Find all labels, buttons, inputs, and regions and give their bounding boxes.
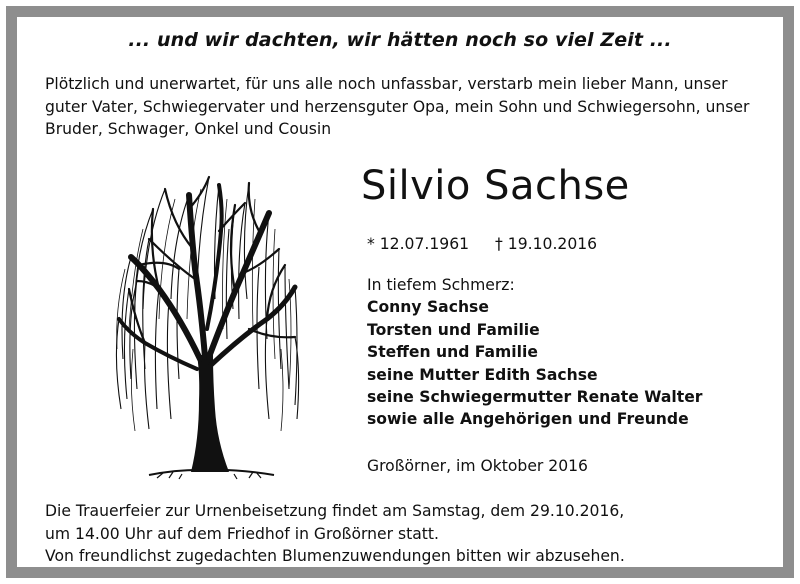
mourner-name: seine Mutter Edith Sachse — [367, 365, 598, 384]
life-dates — [367, 235, 597, 253]
headline-quote: ... und wir dachten, wir hätten noch so viel Zeit ... — [128, 29, 672, 51]
birth-date: * 12.07.1961 — [367, 235, 470, 253]
mourner-name: sowie alle Angehörigen und Freunde — [367, 410, 689, 429]
mourner-name: Torsten und Familie — [367, 320, 540, 339]
mourner-name: Steffen und Familie — [367, 343, 538, 362]
funeral-details — [45, 500, 785, 568]
deceased-name: Silvio Sachse — [361, 163, 630, 209]
weeping-tree-icon — [109, 169, 309, 485]
mourners-block — [367, 274, 703, 431]
intro-line: Plötzlich und unerwartet, für uns alle noch unfassbar, verstarb mein lieber Mann, unser — [45, 75, 728, 93]
closing-line: um 14.00 Uhr auf dem Friedhof in Großörner statt. — [45, 524, 439, 543]
mourner-name: Conny Sachse — [367, 298, 489, 317]
intro-line: Bruder, Schwager, Onkel und Cousin — [45, 120, 332, 138]
intro-paragraph — [45, 73, 785, 141]
obituary-card — [6, 6, 794, 578]
mourner-name: seine Schwiegermutter Renate Walter — [367, 388, 703, 407]
place-date: Großörner, im Oktober 2016 — [367, 457, 588, 475]
closing-line: Von freundlichst zugedachten Blumenzuwendungen bitten wir abzusehen. — [45, 547, 625, 565]
mourners-intro: In tiefem Schmerz: — [367, 276, 515, 294]
death-date: † 19.10.2016 — [495, 235, 598, 253]
closing-line: Die Trauerfeier zur Urnenbeisetzung findet am Samstag, dem 29.10.2016, — [45, 502, 625, 520]
intro-line: guter Vater, Schwiegervater und herzensguter Opa, mein Sohn und Schwiegersohn, unser — [45, 97, 750, 116]
